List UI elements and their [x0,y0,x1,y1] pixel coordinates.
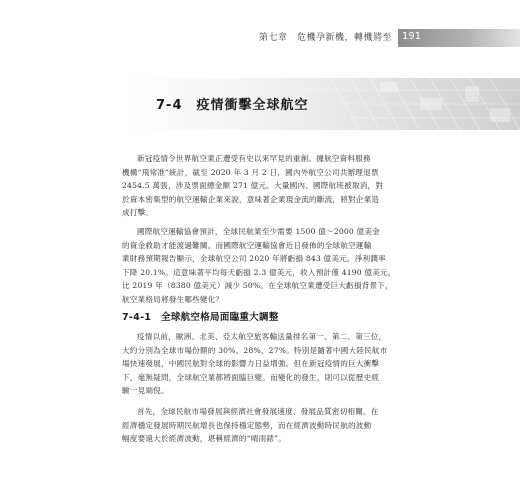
chapter-banner [0,78,520,130]
text-line: 下，毫無疑問，全球航空業都將面臨巨變。而變化的發生，則可以從歷史經 [122,372,380,382]
text-line: 疫情以前，歐洲、北美、亞太航空旅客輸送量排名第一、第二、第三位， [137,332,387,341]
text-line: 業財務預期報告顯示，全球航空公司 2020 年將虧損 843 億美元，淨利潤率 [122,254,386,264]
paragraph-1 [122,152,400,220]
paragraph-2 [122,225,400,307]
text-line: 國際航空運輸協會預計，全球民航業至少需要 1500 億～2000 億美金 [137,227,380,236]
text-line: 比 2019 年（8380 億美元）減少 50%。在全球航空業遭受巨大虧損背景下， [122,281,393,291]
text-line: 大約分別為全球市場份額的 30%、28%、27%。特別是隨著中國大陸民航市 [122,345,388,355]
text-line: 2454.5 萬張，涉及票面總金額 271 億元。大量國內、國際航班被取消，對 [122,181,384,191]
text-line: 幅度要遠大於經濟波動，堪稱經濟的“晴雨錶”。 [122,434,287,444]
page-number-tab [398,29,520,47]
text-line: 航空業格局將發生哪些變化？ [122,294,224,304]
text-line: 新冠疫情令世界航空業正遭受有史以來罕見的重創。據航空資料服務 [137,154,371,163]
text-line: 成打擊。 [122,208,154,218]
text-line: 機構“飛常准”統計，截至 2020 年 3 月 2 日，國內外航空公司共辦理退票 [122,167,379,177]
text-line: 於資本密集型的航空運輸企業來說，意味著企業現金流的斷流，將對企業造 [122,194,380,204]
running-title: 第七章 危機孕新機，轉機將至 [258,33,392,43]
section-title: 7-4 疫情衝擊全球航空 [156,98,309,113]
running-header [0,29,520,47]
text-line: 驗一見端倪。 [122,386,169,396]
text-line: 經濟穩定發展時期民航增長也保持穩定態勢，而在經濟波動時民航的波動 [122,420,372,430]
page-number: 191 [402,31,422,42]
text-line: 的資金救助才能渡過難關。而國際航空運輸協會近日發佈的全球航空運輸 [122,240,372,250]
paragraph-3 [122,330,400,398]
subsection-title: 7-4-1 全球航空格局面臨重大調整 [122,312,279,323]
text-line: 首先，全球民航市場發展與經濟社會發展速度、發展品質密切相關。在 [137,407,379,416]
paragraph-4 [122,405,400,446]
text-line: 場快速發展，中國民航對全球的影響力日益增強。但在新冠疫情的巨大衝擊 [122,359,380,369]
text-line: 下降 20.1%。這意味著平均每天虧損 2.3 億美元，收入預計僅 4190 億美元， [122,267,396,277]
